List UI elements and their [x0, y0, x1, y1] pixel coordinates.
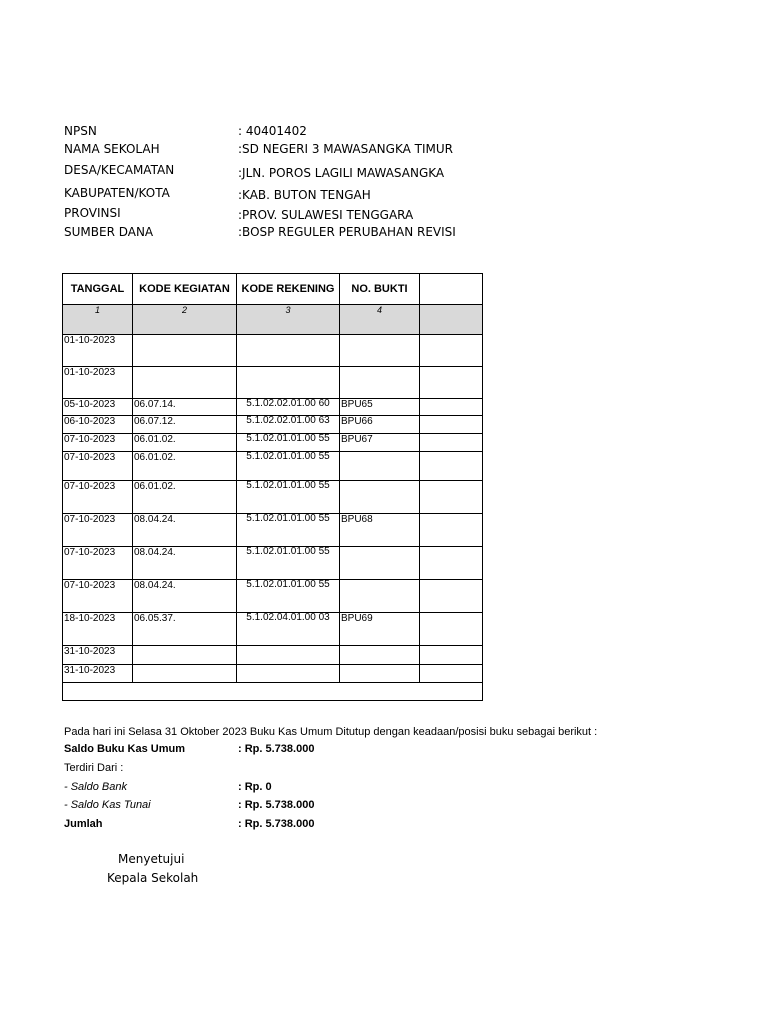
cell-extra	[420, 613, 483, 646]
cell-extra	[420, 399, 483, 416]
cell-tanggal: 07-10-2023	[63, 452, 133, 481]
cell-bukti	[340, 547, 420, 580]
cell-extra	[420, 416, 483, 434]
saldo-bank-label: - Saldo Bank	[64, 781, 127, 793]
table-total-row	[63, 683, 483, 701]
closing-statement: Pada hari ini Selasa 31 Oktober 2023 Buku Kas Umum Ditutup dengan keadaan/posisi buku sebagai berikut :	[64, 726, 598, 738]
table-row	[63, 481, 483, 514]
sumber-dana-label: SUMBER DANA	[64, 225, 154, 239]
cell-rekening: 5.1.02.01.01.00 55	[237, 547, 340, 580]
table-row	[63, 514, 483, 547]
cell-rekening	[237, 665, 340, 683]
cell-rekening: 5.1.02.01.01.00 55	[237, 452, 340, 481]
provinsi-value: :PROV. SULAWESI TENGGARA	[238, 208, 414, 222]
table-row	[63, 399, 483, 416]
table-row	[63, 665, 483, 683]
cell-extra	[420, 580, 483, 613]
cell-bukti: BPU65	[340, 399, 420, 416]
cell-extra	[420, 547, 483, 580]
ledger-table	[62, 273, 483, 701]
col-number: 1	[63, 305, 133, 335]
sumber-dana-value: :BOSP REGULER PERUBAHAN REVISI	[238, 225, 456, 239]
cell-bukti	[340, 646, 420, 665]
cell-kegiatan: 06.07.12.	[133, 416, 237, 434]
saldo-bank-value: : Rp. 0	[238, 781, 272, 793]
cell-extra	[420, 335, 483, 367]
col-number	[420, 305, 483, 335]
saldo-tunai-label: - Saldo Kas Tunai	[64, 799, 151, 811]
kepala-sekolah-text: Kepala Sekolah	[107, 871, 199, 885]
cell-tanggal: 07-10-2023	[63, 514, 133, 547]
cell-bukti: BPU67	[340, 434, 420, 452]
cell-tanggal: 07-10-2023	[63, 547, 133, 580]
cell-extra	[420, 367, 483, 399]
table-row	[63, 613, 483, 646]
cell-bukti: BPU69	[340, 613, 420, 646]
col-kode-rekening: KODE REKENING	[237, 274, 340, 305]
col-no-bukti: NO. BUKTI	[340, 274, 420, 305]
cell-tanggal: 18-10-2023	[63, 613, 133, 646]
cell-rekening: 5.1.02.01.01.00 55	[237, 514, 340, 547]
jumlah-value: : Rp. 5.738.000	[238, 818, 315, 830]
col-tanggal: TANGGAL	[63, 274, 133, 305]
desa-value: :JLN. POROS LAGILI MAWASANGKA	[238, 166, 445, 180]
cell-tanggal: 01-10-2023	[63, 367, 133, 399]
terdiri-label: Terdiri Dari :	[64, 762, 124, 774]
saldo-tunai-value: : Rp. 5.738.000	[238, 799, 315, 811]
kabupaten-label: KABUPATEN/KOTA	[64, 186, 170, 200]
cell-bukti	[340, 452, 420, 481]
col-number: 4	[340, 305, 420, 335]
cell-bukti: BPU68	[340, 514, 420, 547]
col-number: 3	[237, 305, 340, 335]
table-row	[63, 547, 483, 580]
cell-extra	[420, 514, 483, 547]
cell-kegiatan	[133, 335, 237, 367]
cell-kegiatan: 08.04.24.	[133, 547, 237, 580]
desa-label: DESA/KECAMATAN	[64, 163, 175, 177]
cell-bukti: BPU66	[340, 416, 420, 434]
cell-bukti	[340, 367, 420, 399]
col-hidden	[420, 274, 483, 305]
cell-tanggal: 01-10-2023	[63, 335, 133, 367]
nama-sekolah-label: NAMA SEKOLAH	[64, 142, 160, 156]
cell-rekening: 5.1.02.02.01.00 60	[237, 399, 340, 416]
cell-tanggal: 05-10-2023	[63, 399, 133, 416]
cell-bukti	[340, 335, 420, 367]
nama-sekolah-value: :SD NEGERI 3 MAWASANGKA TIMUR	[238, 142, 453, 156]
cell-bukti	[340, 665, 420, 683]
table-row	[63, 434, 483, 452]
cell-kegiatan: 06.01.02.	[133, 452, 237, 481]
cell-bukti	[340, 580, 420, 613]
table-row	[63, 452, 483, 481]
col-kode-kegiatan: KODE KEGIATAN	[133, 274, 237, 305]
cell-extra	[420, 665, 483, 683]
cell-tanggal: 07-10-2023	[63, 434, 133, 452]
cell-total	[63, 683, 483, 701]
cell-rekening: 5.1.02.02.01.00 63	[237, 416, 340, 434]
cell-rekening: 5.1.02.01.01.00 55	[237, 580, 340, 613]
cell-kegiatan: 06.07.14.	[133, 399, 237, 416]
cell-tanggal: 31-10-2023	[63, 646, 133, 665]
col-number: 2	[133, 305, 237, 335]
cell-tanggal: 06-10-2023	[63, 416, 133, 434]
cell-extra	[420, 646, 483, 665]
npsn-value: : 40401402	[238, 124, 307, 138]
cell-bukti	[340, 481, 420, 514]
npsn-label: NPSN	[64, 124, 97, 138]
menyetujui-text: Menyetujui	[118, 852, 185, 866]
table-row	[63, 335, 483, 367]
cell-kegiatan: 06.01.02.	[133, 434, 237, 452]
cell-rekening	[237, 335, 340, 367]
cell-tanggal: 31-10-2023	[63, 665, 133, 683]
cell-kegiatan: 08.04.24.	[133, 514, 237, 547]
saldo-bku-label: Saldo Buku Kas Umum	[64, 743, 186, 755]
cell-extra	[420, 452, 483, 481]
cell-rekening: 5.1.02.01.01.00 55	[237, 434, 340, 452]
kabupaten-value: :KAB. BUTON TENGAH	[238, 188, 371, 202]
table-row	[63, 646, 483, 665]
saldo-bku-value: : Rp. 5.738.000	[238, 743, 315, 755]
column-number-row	[63, 305, 483, 335]
table-header-row	[63, 274, 483, 305]
ledger-table-wrapper	[62, 273, 421, 705]
cell-rekening	[237, 367, 340, 399]
cell-rekening	[237, 646, 340, 665]
table-row	[63, 580, 483, 613]
cell-kegiatan	[133, 367, 237, 399]
cell-kegiatan: 06.05.37.	[133, 613, 237, 646]
jumlah-label: Jumlah	[64, 818, 103, 830]
provinsi-label: PROVINSI	[64, 206, 121, 220]
cell-extra	[420, 434, 483, 452]
cell-kegiatan	[133, 646, 237, 665]
cell-kegiatan: 06.01.02.	[133, 481, 237, 514]
cell-rekening: 5.1.02.04.01.00 03	[237, 613, 340, 646]
cell-kegiatan: 08.04.24.	[133, 580, 237, 613]
table-row	[63, 416, 483, 434]
cell-tanggal: 07-10-2023	[63, 481, 133, 514]
cell-tanggal: 07-10-2023	[63, 580, 133, 613]
cell-rekening: 5.1.02.01.01.00 55	[237, 481, 340, 514]
ledger-body	[63, 335, 483, 701]
cell-kegiatan	[133, 665, 237, 683]
cell-extra	[420, 481, 483, 514]
table-row	[63, 367, 483, 399]
